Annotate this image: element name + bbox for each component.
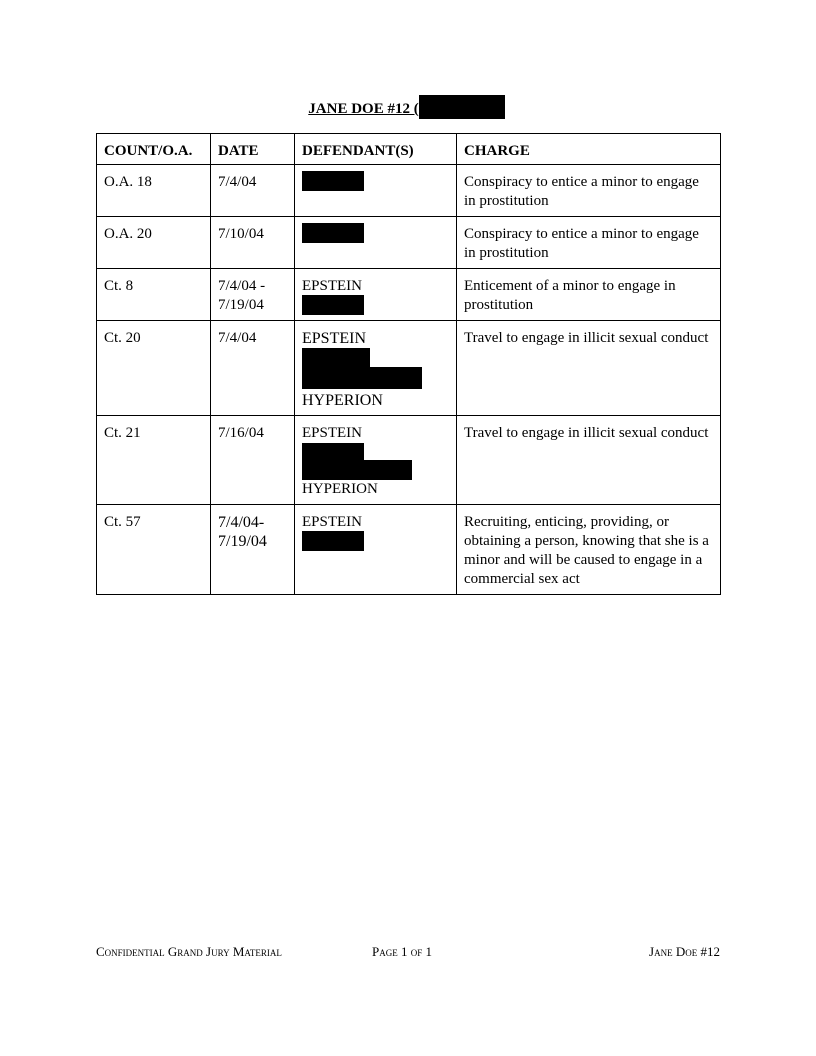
defendant-cell bbox=[295, 165, 457, 217]
defendant-name: EPSTEIN bbox=[302, 330, 366, 347]
charge-cell: Conspiracy to entice a minor to engage in prostitution bbox=[457, 217, 721, 269]
date-cell: 7/10/04 bbox=[211, 217, 295, 269]
date-end: 7/19/04 bbox=[218, 297, 264, 313]
date-cell bbox=[211, 269, 295, 321]
header-count: COUNT/O.A. bbox=[97, 134, 211, 165]
page-title bbox=[0, 95, 816, 119]
charge-cell: Enticement of a minor to engage in prostitution bbox=[457, 269, 721, 321]
date-cell: 7/16/04 bbox=[211, 416, 295, 505]
charge-cell: Travel to engage in illicit sexual conduct bbox=[457, 321, 721, 416]
footer-confidential-label: Confidential Grand Jury Material bbox=[96, 944, 282, 959]
redaction-block bbox=[302, 223, 364, 243]
defendant-cell bbox=[295, 217, 457, 269]
table-row bbox=[97, 165, 721, 217]
count-cell: Ct. 21 bbox=[97, 416, 211, 505]
redaction-block bbox=[302, 367, 422, 389]
redaction-block bbox=[302, 171, 364, 191]
charge-cell: Travel to engage in illicit sexual conduct bbox=[457, 416, 721, 505]
footer-doe-label: Jane Doe #12 bbox=[649, 944, 720, 959]
table-row bbox=[97, 217, 721, 269]
page-footer bbox=[96, 944, 720, 962]
defendant-cell bbox=[295, 416, 457, 505]
count-cell: O.A. 20 bbox=[97, 217, 211, 269]
header-defendants: DEFENDANT(S) bbox=[295, 134, 457, 165]
date-end: 7/19/04 bbox=[218, 533, 267, 550]
table-header-row bbox=[97, 134, 721, 165]
title-redaction-block bbox=[419, 95, 505, 119]
defendant-cell bbox=[295, 269, 457, 321]
count-cell: Ct. 57 bbox=[97, 505, 211, 595]
charge-cell: Recruiting, enticing, providing, or obtaining a person, knowing that she is a minor and will be caused to engage in a commercial sex act bbox=[457, 505, 721, 595]
table-row bbox=[97, 269, 721, 321]
count-cell: Ct. 20 bbox=[97, 321, 211, 416]
defendant-name: EPSTEIN bbox=[302, 514, 362, 530]
count-cell: Ct. 8 bbox=[97, 269, 211, 321]
defendant-name: EPSTEIN bbox=[302, 278, 362, 294]
title-suffix: ) bbox=[498, 101, 504, 117]
counts-table bbox=[96, 133, 721, 595]
table-row bbox=[97, 321, 721, 416]
header-date: DATE bbox=[211, 134, 295, 165]
footer-page-number: Page 1 of 1 bbox=[372, 944, 432, 959]
redaction-block bbox=[302, 460, 412, 480]
title-prefix: JANE DOE #12 ( bbox=[308, 101, 419, 117]
date-start: 7/4/04- bbox=[218, 514, 265, 531]
date-cell: 7/4/04 bbox=[211, 321, 295, 416]
date-cell bbox=[211, 505, 295, 595]
defendant-name: HYPERION bbox=[302, 392, 383, 409]
date-cell: 7/4/04 bbox=[211, 165, 295, 217]
count-cell: O.A. 18 bbox=[97, 165, 211, 217]
defendant-name: HYPERION bbox=[302, 481, 378, 497]
redaction-block bbox=[302, 295, 364, 315]
defendant-cell bbox=[295, 321, 457, 416]
table-row bbox=[97, 416, 721, 505]
charge-cell: Conspiracy to entice a minor to engage in prostitution bbox=[457, 165, 721, 217]
table-row bbox=[97, 505, 721, 595]
header-charge: CHARGE bbox=[457, 134, 721, 165]
defendant-name: EPSTEIN bbox=[302, 425, 362, 441]
redaction-block bbox=[302, 531, 364, 551]
defendant-cell bbox=[295, 505, 457, 595]
date-start: 7/4/04 - bbox=[218, 278, 266, 294]
